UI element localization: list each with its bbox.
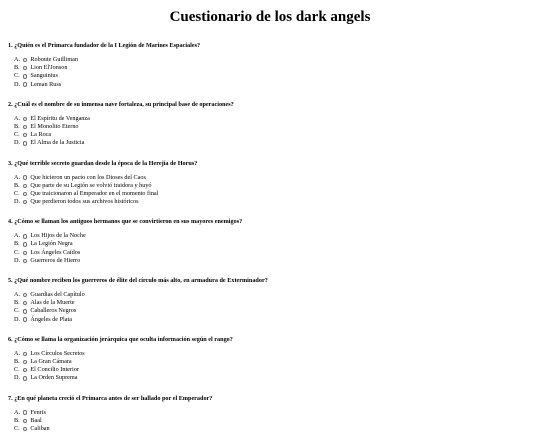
radio-button[interactable] [23, 360, 27, 364]
option-letter: D. [14, 198, 23, 206]
answer-option[interactable] [14, 257, 532, 265]
answer-option[interactable] [14, 350, 532, 358]
answer-option[interactable] [14, 417, 532, 425]
answer-option[interactable] [14, 72, 532, 80]
radio-button[interactable] [23, 175, 27, 179]
answer-options [8, 409, 532, 433]
option-letter: A. [14, 409, 23, 417]
option-letter: C. [14, 425, 23, 433]
radio-button[interactable] [23, 74, 27, 78]
radio-button[interactable] [23, 251, 27, 255]
answer-option[interactable] [14, 425, 532, 433]
option-label: Caliban [30, 425, 49, 433]
option-label: El Alma de la Justicia [30, 139, 84, 147]
answer-options [8, 56, 532, 89]
question-4 [8, 218, 532, 265]
option-label: Ángeles de Plata [30, 316, 72, 324]
option-letter: D. [14, 374, 23, 382]
question-text: 5. ¿Qué nombre reciben los guerreros de élite del círculo más alto, en armadura de Exterminador? [8, 277, 532, 285]
option-label: Guerreros de Hierro [30, 257, 80, 265]
answer-option[interactable] [14, 291, 532, 299]
answer-option[interactable] [14, 182, 532, 190]
radio-button[interactable] [23, 259, 27, 263]
radio-button[interactable] [23, 301, 27, 305]
option-letter: B. [14, 123, 23, 131]
answer-option[interactable] [14, 81, 532, 89]
radio-button[interactable] [23, 352, 27, 356]
radio-button[interactable] [23, 133, 27, 137]
question-text: 4. ¿Cómo se llaman los antiguos hermanos que se convirtieron en sus mayores enemigos? [8, 218, 532, 226]
option-letter: A. [14, 291, 23, 299]
radio-button[interactable] [23, 125, 27, 129]
answer-option[interactable] [14, 115, 532, 123]
radio-button[interactable] [23, 58, 27, 62]
answer-option[interactable] [14, 240, 532, 248]
question-text: 2. ¿Cuál es el nombre de su inmensa nave fortaleza, su principal base de operaciones? [8, 101, 532, 109]
question-7 [8, 395, 532, 433]
answer-option[interactable] [14, 249, 532, 257]
option-letter: C. [14, 249, 23, 257]
radio-button[interactable] [23, 317, 27, 321]
radio-button[interactable] [23, 410, 27, 414]
option-letter: D. [14, 81, 23, 89]
option-letter: D. [14, 257, 23, 265]
option-letter: B. [14, 358, 23, 366]
radio-button[interactable] [23, 184, 27, 188]
option-letter: C. [14, 366, 23, 374]
answer-options [8, 174, 532, 207]
option-label: Los Hijos de la Noche [30, 232, 85, 240]
question-5 [8, 277, 532, 324]
option-label: Alas de la Muerte [30, 299, 74, 307]
option-label: Que traicionaron al Emperador en el momento final [30, 190, 158, 198]
option-label: Los Ángeles Caídos [30, 249, 80, 257]
answer-option[interactable] [14, 232, 532, 240]
answer-option[interactable] [14, 190, 532, 198]
option-label: Lion El'Jonson [30, 64, 67, 72]
radio-button[interactable] [23, 192, 27, 196]
option-label: Fenris [30, 409, 45, 417]
radio-button[interactable] [23, 117, 27, 121]
answer-option[interactable] [14, 374, 532, 382]
answer-option[interactable] [14, 174, 532, 182]
option-letter: A. [14, 232, 23, 240]
answer-option[interactable] [14, 358, 532, 366]
option-letter: B. [14, 299, 23, 307]
question-1 [8, 42, 532, 89]
question-3 [8, 160, 532, 207]
question-6 [8, 336, 532, 383]
question-text: 1. ¿Quién es el Primarca fundador de la I Legión de Marines Espaciales? [8, 42, 532, 50]
page-title: Cuestionario de los dark angels [8, 8, 532, 30]
option-letter: B. [14, 240, 23, 248]
answer-options [8, 115, 532, 148]
question-text: 3. ¿Qué terrible secreto guardan desde la época de la Herejía de Horus? [8, 160, 532, 168]
answer-option[interactable] [14, 56, 532, 64]
question-text: 7. ¿En qué planeta creció el Primarca antes de ser hallado por el Emperador? [8, 395, 532, 403]
radio-button[interactable] [23, 419, 27, 423]
radio-button[interactable] [23, 141, 27, 145]
option-label: Leman Russ [30, 81, 61, 89]
answer-options [8, 350, 532, 383]
question-2 [8, 101, 532, 148]
option-label: Los Círculos Secretos [30, 350, 84, 358]
option-letter: A. [14, 350, 23, 358]
option-label: Baal [30, 417, 41, 425]
answer-option[interactable] [14, 123, 532, 131]
radio-button[interactable] [23, 293, 27, 297]
option-letter: D. [14, 316, 23, 324]
radio-button[interactable] [23, 242, 27, 246]
answer-option[interactable] [14, 198, 532, 206]
radio-button[interactable] [23, 234, 27, 238]
option-label: El Espíritu de Venganza [30, 115, 90, 123]
quiz-page [0, 8, 540, 433]
option-label: Que parte de su Legión se volvió traidora y huyó [30, 182, 151, 190]
radio-button[interactable] [23, 66, 27, 70]
question-list [8, 42, 532, 433]
answer-option[interactable] [14, 366, 532, 374]
option-letter: C. [14, 131, 23, 139]
option-letter: D. [14, 139, 23, 147]
answer-options [8, 232, 532, 265]
option-label: El Concilio Interior [30, 366, 78, 374]
answer-option[interactable] [14, 299, 532, 307]
option-label: La Legión Negra [30, 240, 72, 248]
answer-option[interactable] [14, 307, 532, 315]
option-letter: C. [14, 307, 23, 315]
option-label: El Monolito Eterno [30, 123, 78, 131]
option-label: Roboute Guilliman [30, 56, 78, 64]
answer-options [8, 291, 532, 324]
option-label: La Orden Suprema [30, 374, 77, 382]
radio-button[interactable] [23, 368, 27, 372]
radio-button[interactable] [23, 376, 27, 380]
option-letter: A. [14, 56, 23, 64]
option-letter: B. [14, 182, 23, 190]
answer-option[interactable] [14, 64, 532, 72]
answer-option[interactable] [14, 316, 532, 324]
option-letter: B. [14, 64, 23, 72]
radio-button[interactable] [23, 200, 27, 204]
option-label: La Roca [30, 131, 51, 139]
radio-button[interactable] [23, 309, 27, 313]
option-label: Caballeros Negros [30, 307, 76, 315]
answer-option[interactable] [14, 131, 532, 139]
option-label: Que hicieron un pacto con los Dioses del Caos [30, 174, 145, 182]
option-label: Que perdieron todos sus archivos históricos [30, 198, 138, 206]
radio-button[interactable] [23, 427, 27, 431]
option-label: La Gran Cámara [30, 358, 71, 366]
option-letter: A. [14, 115, 23, 123]
option-letter: C. [14, 190, 23, 198]
question-text: 6. ¿Cómo se llama la organización jerárquica que oculta información según el rango? [8, 336, 532, 344]
option-label: Guardias del Capítulo [30, 291, 84, 299]
option-letter: A. [14, 174, 23, 182]
answer-option[interactable] [14, 139, 532, 147]
option-label: Sanguinius [30, 72, 58, 80]
answer-option[interactable] [14, 409, 532, 417]
option-letter: B. [14, 417, 23, 425]
radio-button[interactable] [23, 82, 27, 86]
option-letter: C. [14, 72, 23, 80]
